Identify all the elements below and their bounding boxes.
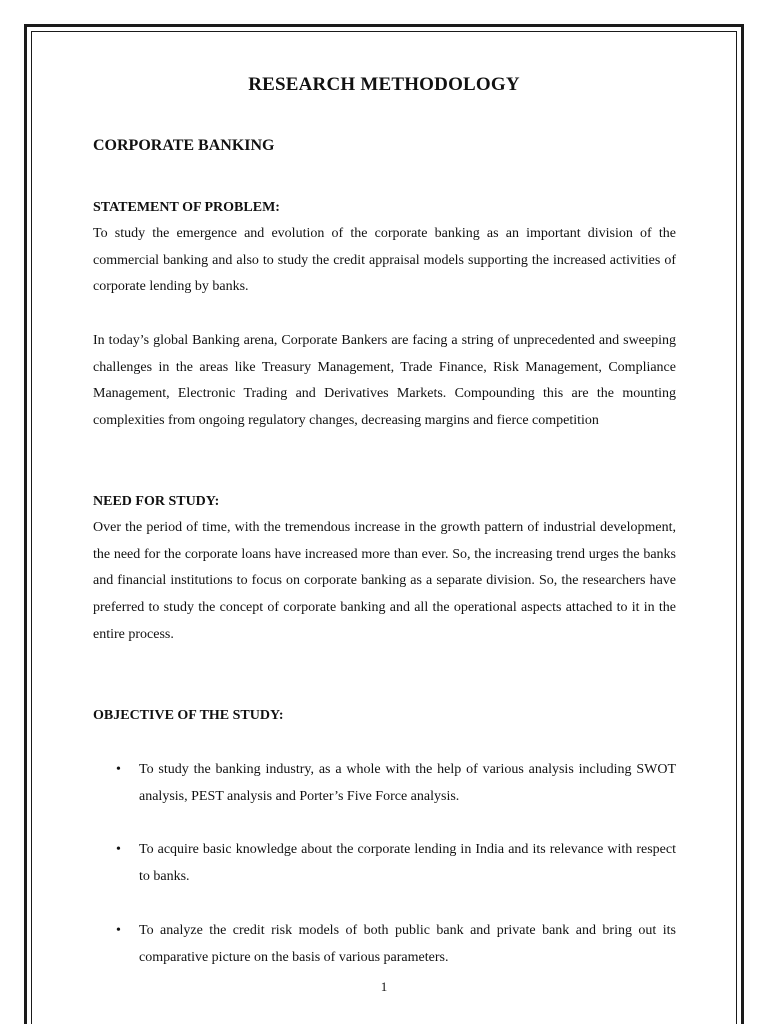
objective-heading: OBJECTIVE OF THE STUDY: xyxy=(93,708,284,723)
need-heading: NEED FOR STUDY: xyxy=(93,494,220,509)
objective-list xyxy=(93,757,676,998)
statement-paragraph-1: To study the emergence and evolution of the corporate banking as an important division of the commercial banking and also to study the credit appraisal models supporting the increased activities of corporate lending by banks. xyxy=(93,226,676,295)
list-item xyxy=(93,837,676,890)
list-item-text: To study the banking industry, as a whole with the help of various analysis including SWOT analysis, PEST analysis and Porter’s Five Force analysis. xyxy=(139,762,676,804)
list-item-text: To acquire basic knowledge about the corporate lending in India and its relevance with respect to banks. xyxy=(139,842,676,885)
need-paragraph: Over the period of time, with the tremendous increase in the growth pattern of industrial development, the need for the corporate loans have increased more than ever. So, the increasing trend urges the banks and financial institutions to focus on corporate banking as a separate division. So, the researchers have preferred to study the concept of corporate banking and all the operational aspects attached to it in the entire process. xyxy=(93,520,676,642)
list-item xyxy=(93,918,676,971)
bullet-icon: • xyxy=(116,842,121,858)
document-title: RESEARCH METHODOLOGY xyxy=(248,74,520,95)
statement-heading: STATEMENT OF PROBLEM: xyxy=(93,200,280,215)
page-number: 1 xyxy=(380,979,388,994)
list-item xyxy=(93,757,676,810)
bullet-icon: • xyxy=(116,922,121,938)
statement-paragraph-2: In today’s global Banking arena, Corporate Bankers are facing a string of unprecedented and sweeping challenges in the areas like Treasury Management, Trade Finance, Risk Management, Compliance Management, Electronic Trading and Derivatives Markets. Compounding this are the mounting complexities from ongoing regulatory changes, decreasing margins and fierce competition xyxy=(93,333,676,429)
list-item-text: To analyze the credit risk models of both public bank and private bank and bring out its comparative picture on the basis of various parameters. xyxy=(139,922,676,965)
document-subtitle: CORPORATE BANKING xyxy=(93,137,275,154)
bullet-icon: • xyxy=(116,762,121,777)
